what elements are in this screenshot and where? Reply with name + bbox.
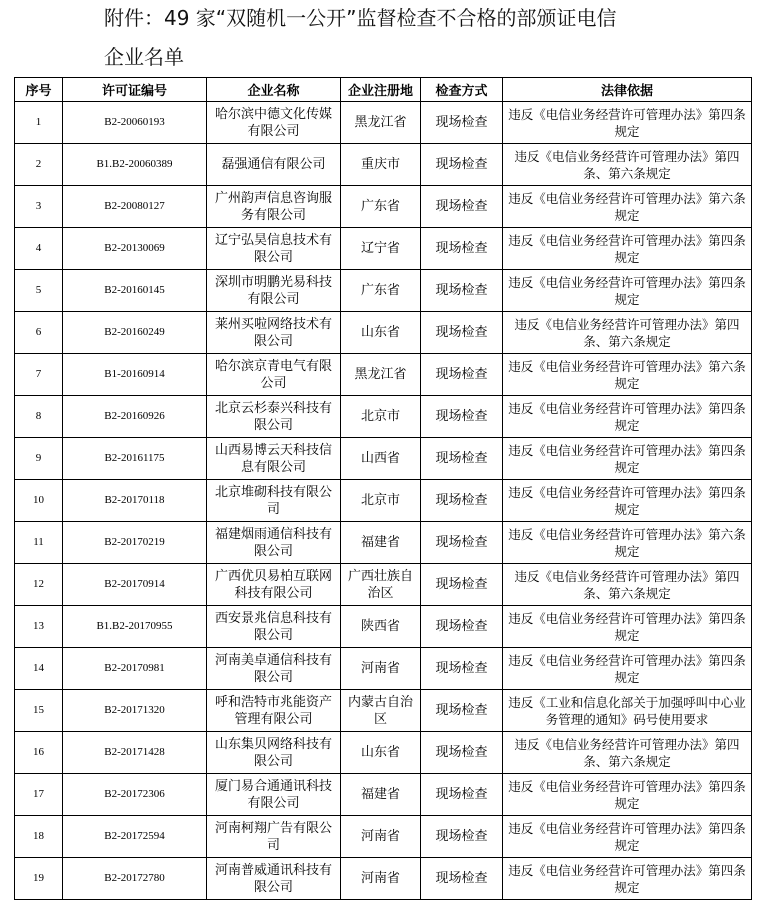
cell-no: 18 <box>15 816 63 858</box>
cell-license: B1.B2-20060389 <box>63 144 207 186</box>
cell-no: 13 <box>15 606 63 648</box>
cell-no: 2 <box>15 144 63 186</box>
cell-law: 违反《电信业务经营许可管理办法》第四条规定 <box>503 102 752 144</box>
cell-region: 山东省 <box>341 732 421 774</box>
cell-law: 违反《电信业务经营许可管理办法》第四条、第六条规定 <box>503 732 752 774</box>
cell-license: B2-20170914 <box>63 564 207 606</box>
cell-law: 违反《电信业务经营许可管理办法》第六条规定 <box>503 186 752 228</box>
cell-company: 北京云杉泰兴科技有限公司 <box>207 396 341 438</box>
cell-region: 辽宁省 <box>341 228 421 270</box>
table-row <box>15 396 752 438</box>
cell-company: 哈尔滨京青电气有限公司 <box>207 354 341 396</box>
header-region: 企业注册地 <box>341 78 421 102</box>
cell-company: 哈尔滨中德文化传媒有限公司 <box>207 102 341 144</box>
cell-law: 违反《电信业务经营许可管理办法》第四条、第六条规定 <box>503 312 752 354</box>
cell-region: 广西壮族自治区 <box>341 564 421 606</box>
cell-no: 3 <box>15 186 63 228</box>
table-row <box>15 354 752 396</box>
cell-region: 北京市 <box>341 480 421 522</box>
cell-company: 厦门易合通通讯科技有限公司 <box>207 774 341 816</box>
cell-license: B2-20160145 <box>63 270 207 312</box>
table-row <box>15 774 752 816</box>
cell-license: B2-20060193 <box>63 102 207 144</box>
cell-method: 现场检查 <box>421 270 503 312</box>
table-row <box>15 438 752 480</box>
document-title-line-1: 附件：49 家“双随机一公开”监督检查不合格的部颁证电信 <box>104 6 617 30</box>
cell-law: 违反《电信业务经营许可管理办法》第四条规定 <box>503 396 752 438</box>
cell-no: 7 <box>15 354 63 396</box>
cell-law: 违反《电信业务经营许可管理办法》第四条、第六条规定 <box>503 144 752 186</box>
cell-method: 现场检查 <box>421 690 503 732</box>
cell-no: 8 <box>15 396 63 438</box>
table-row <box>15 816 752 858</box>
cell-method: 现场检查 <box>421 144 503 186</box>
cell-license: B2-20160926 <box>63 396 207 438</box>
cell-company: 西安景兆信息科技有限公司 <box>207 606 341 648</box>
company-table <box>14 77 752 900</box>
cell-license: B2-20160249 <box>63 312 207 354</box>
cell-region: 重庆市 <box>341 144 421 186</box>
cell-company: 福建烟雨通信科技有限公司 <box>207 522 341 564</box>
cell-law: 违反《电信业务经营许可管理办法》第四条规定 <box>503 438 752 480</box>
cell-method: 现场检查 <box>421 480 503 522</box>
header-no: 序号 <box>15 78 63 102</box>
table-header-row <box>15 78 752 102</box>
cell-region: 福建省 <box>341 774 421 816</box>
cell-company: 山西易博云天科技信息有限公司 <box>207 438 341 480</box>
cell-method: 现场检查 <box>421 312 503 354</box>
cell-no: 14 <box>15 648 63 690</box>
cell-method: 现场检查 <box>421 438 503 480</box>
cell-license: B2-20172306 <box>63 774 207 816</box>
cell-law: 违反《电信业务经营许可管理办法》第四条规定 <box>503 606 752 648</box>
header-company: 企业名称 <box>207 78 341 102</box>
table-row <box>15 690 752 732</box>
cell-law: 违反《电信业务经营许可管理办法》第六条规定 <box>503 354 752 396</box>
cell-license: B1.B2-20170955 <box>63 606 207 648</box>
cell-license: B2-20171428 <box>63 732 207 774</box>
cell-method: 现场检查 <box>421 606 503 648</box>
table-row <box>15 270 752 312</box>
cell-no: 11 <box>15 522 63 564</box>
cell-license: B2-20161175 <box>63 438 207 480</box>
cell-law: 违反《电信业务经营许可管理办法》第六条规定 <box>503 522 752 564</box>
cell-no: 10 <box>15 480 63 522</box>
cell-no: 17 <box>15 774 63 816</box>
cell-region: 山东省 <box>341 312 421 354</box>
cell-region: 陕西省 <box>341 606 421 648</box>
cell-license: B1-20160914 <box>63 354 207 396</box>
table-row <box>15 648 752 690</box>
cell-no: 6 <box>15 312 63 354</box>
header-license: 许可证编号 <box>63 78 207 102</box>
cell-law: 违反《工业和信息化部关于加强呼叫中心业务管理的通知》码号使用要求 <box>503 690 752 732</box>
cell-company: 广西优贝易柏互联网科技有限公司 <box>207 564 341 606</box>
cell-law: 违反《电信业务经营许可管理办法》第四条规定 <box>503 270 752 312</box>
cell-method: 现场检查 <box>421 186 503 228</box>
cell-company: 河南普威通讯科技有限公司 <box>207 858 341 900</box>
cell-law: 违反《电信业务经营许可管理办法》第四条规定 <box>503 774 752 816</box>
cell-no: 5 <box>15 270 63 312</box>
cell-no: 19 <box>15 858 63 900</box>
cell-method: 现场检查 <box>421 774 503 816</box>
cell-law: 违反《电信业务经营许可管理办法》第四条规定 <box>503 816 752 858</box>
cell-region: 黑龙江省 <box>341 102 421 144</box>
cell-region: 北京市 <box>341 396 421 438</box>
table-row <box>15 480 752 522</box>
table-row <box>15 228 752 270</box>
cell-license: B2-20130069 <box>63 228 207 270</box>
cell-region: 山西省 <box>341 438 421 480</box>
document-title-line-2: 企业名单 <box>104 45 184 69</box>
cell-no: 4 <box>15 228 63 270</box>
cell-method: 现场检查 <box>421 648 503 690</box>
cell-region: 福建省 <box>341 522 421 564</box>
cell-law: 违反《电信业务经营许可管理办法》第四条、第六条规定 <box>503 564 752 606</box>
cell-method: 现场检查 <box>421 522 503 564</box>
cell-no: 9 <box>15 438 63 480</box>
cell-law: 违反《电信业务经营许可管理办法》第四条规定 <box>503 228 752 270</box>
cell-company: 磊强通信有限公司 <box>207 144 341 186</box>
table-row <box>15 732 752 774</box>
cell-company: 广州韵声信息咨询服务有限公司 <box>207 186 341 228</box>
cell-no: 12 <box>15 564 63 606</box>
table-row <box>15 186 752 228</box>
header-method: 检查方式 <box>421 78 503 102</box>
cell-license: B2-20172594 <box>63 816 207 858</box>
cell-company: 河南美卓通信科技有限公司 <box>207 648 341 690</box>
cell-no: 15 <box>15 690 63 732</box>
cell-region: 河南省 <box>341 858 421 900</box>
cell-company: 北京堆砌科技有限公司 <box>207 480 341 522</box>
cell-method: 现场检查 <box>421 396 503 438</box>
cell-company: 莱州买啦网络技术有限公司 <box>207 312 341 354</box>
cell-company: 辽宁弘昊信息技术有限公司 <box>207 228 341 270</box>
cell-region: 河南省 <box>341 648 421 690</box>
header-law: 法律依据 <box>503 78 752 102</box>
cell-region: 内蒙古自治区 <box>341 690 421 732</box>
cell-region: 河南省 <box>341 816 421 858</box>
cell-company: 河南柯翔广告有限公司 <box>207 816 341 858</box>
table-row <box>15 102 752 144</box>
table-row <box>15 606 752 648</box>
cell-law: 违反《电信业务经营许可管理办法》第四条规定 <box>503 648 752 690</box>
cell-company: 呼和浩特市兆能资产管理有限公司 <box>207 690 341 732</box>
cell-license: B2-20170219 <box>63 522 207 564</box>
cell-method: 现场检查 <box>421 354 503 396</box>
cell-license: B2-20172780 <box>63 858 207 900</box>
cell-region: 广东省 <box>341 186 421 228</box>
cell-law: 违反《电信业务经营许可管理办法》第四条规定 <box>503 858 752 900</box>
cell-law: 违反《电信业务经营许可管理办法》第四条规定 <box>503 480 752 522</box>
cell-license: B2-20171320 <box>63 690 207 732</box>
cell-method: 现场检查 <box>421 816 503 858</box>
cell-company: 山东集贝网络科技有限公司 <box>207 732 341 774</box>
cell-method: 现场检查 <box>421 102 503 144</box>
cell-region: 广东省 <box>341 270 421 312</box>
cell-method: 现场检查 <box>421 228 503 270</box>
cell-no: 16 <box>15 732 63 774</box>
cell-region: 黑龙江省 <box>341 354 421 396</box>
table-row <box>15 312 752 354</box>
table-row <box>15 144 752 186</box>
cell-method: 现场检查 <box>421 858 503 900</box>
table-row <box>15 522 752 564</box>
cell-license: B2-20170981 <box>63 648 207 690</box>
cell-license: B2-20080127 <box>63 186 207 228</box>
table-row <box>15 858 752 900</box>
cell-no: 1 <box>15 102 63 144</box>
cell-method: 现场检查 <box>421 732 503 774</box>
table-row <box>15 564 752 606</box>
cell-method: 现场检查 <box>421 564 503 606</box>
cell-license: B2-20170118 <box>63 480 207 522</box>
cell-company: 深圳市明鹏光易科技有限公司 <box>207 270 341 312</box>
